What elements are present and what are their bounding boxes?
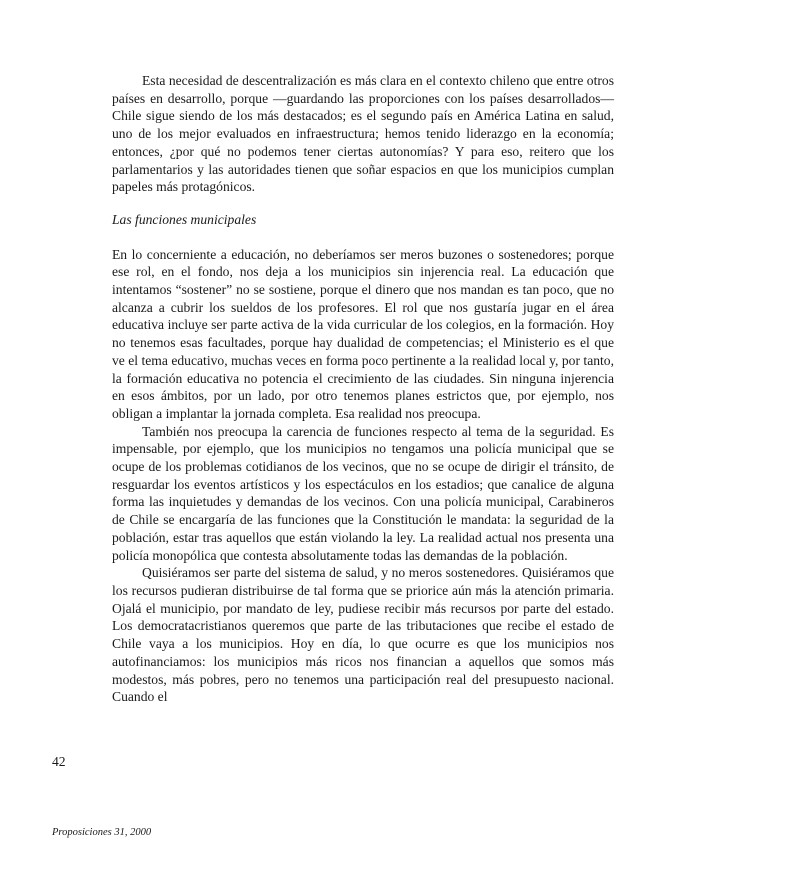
footer-citation: Proposiciones 31, 2000 — [52, 827, 152, 838]
page-number: 42 — [52, 754, 66, 769]
paragraph-education: En lo concerniente a educación, no deberíamos ser meros buzones o sostenedores; porque ese rol, en el fondo, nos deja a los municipios sin injerencia real. La educación que intentamos “sostener” no se sostiene, porque el dinero que nos mandan es tan poco, que no alcanza a cubrir los sueldos de los profesores. El rol que nos gustaría jugar en el área educativa incluye ser parte activa de la vida curricular de los colegios, en la formación. Hoy no tenemos esas facultades, porque hay dualidad de competencias; el Ministerio es el que ve el tema educativo, muchas veces en forma poco pertinente a la realidad local y, por tanto, la formación educativa no potencia el crecimiento de las ciudades. Sin ninguna injerencia en esos ámbitos, por un lado, por otro tenemos planes estrictos que, por ejemplo, nos obligan a implantar la jornada completa. Esa realidad nos preocupa. — [112, 246, 614, 421]
body-text — [112, 72, 614, 706]
paragraph-health: Quisiéramos ser parte del sistema de salud, y no meros sostenedores. Quisiéramos que los recursos pudieran distribuirse de tal forma que se priorice aún más la atención primaria. Ojalá el municipio, por mandato de ley, pudiese recibir más recursos por parte del estado. Los democratacristianos queremos que parte de las tributaciones que recibe el estado de Chile vaya a los municipios. Hoy en día, lo que ocurre es que los municipios nos autofinanciamos: los municipios más ricos nos financian a aquellos que somos más modestos, más pobres, pero no tenemos una participación real del presupuesto nacional. Cuando el — [112, 565, 614, 705]
paragraph-security: También nos preocupa la carencia de funciones respecto al tema de la seguridad. Es impensable, por ejemplo, que los municipios no tengamos una policía municipal que se ocupe de los problemas cotidianos de los vecinos, que no se ocupe de dirigir el tránsito, de resguardar los eventos artísticos y los espectáculos en los estadios; que canalice de alguna forma las inquietudes y demandas de los vecinos. Con una policía municipal, Carabineros de Chile se encargaría de las funciones que la Constitución le mandata: la seguridad de la población, estar tras aquellos que están violando la ley. La realidad actual nos presenta una policía monopólica que contesta absolutamente todas las demandas de la población. — [112, 423, 614, 563]
section-heading: Las funciones municipales — [112, 211, 257, 227]
paragraph-intro: Esta necesidad de descentralización es más clara en el contexto chileno que entre otros países en desarrollo, porque —guardando las proporciones con los países desarrollados— Chile sigue siendo de los más destacados; es el segundo país en América Latina en salud, uno de los mejor evaluados en infraestructura; hemos tenido liderazgo en la economía; entonces, ¿por qué no podemos tener ciertas autonomías? Y para eso, reitero que los parlamentarios y las autoridades tienen que soñar espacios en que los municipios cumplan papeles más protagónicos. — [112, 73, 614, 195]
